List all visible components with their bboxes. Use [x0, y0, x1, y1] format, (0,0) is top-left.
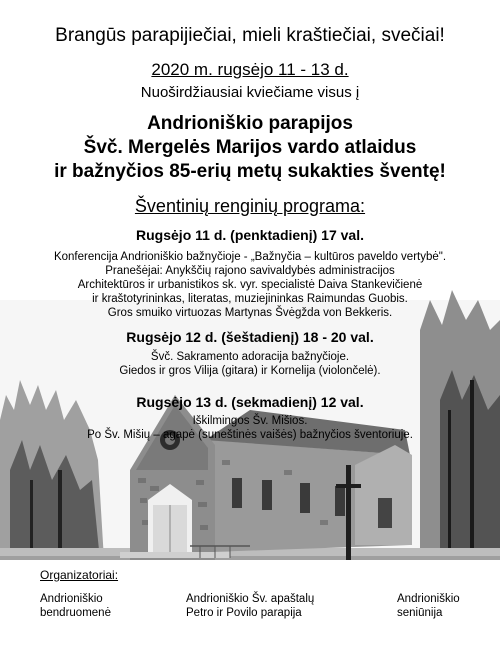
- invitation-line: Nuoširdžiausiai kviečiame visus į: [140, 84, 360, 101]
- event-title-line-3: ir bažnyčios 85-erių metų sukakties šventę!: [54, 161, 446, 182]
- day-2-line-1: Švč. Sakramento adoracija bažnyčioje.: [150, 351, 350, 363]
- day-3-line-1: Iškilmingos Šv. Mišios.: [192, 415, 308, 427]
- event-date-range: 2020 m. rugsėjo 11 - 13 d.: [151, 60, 349, 79]
- organizer-community-line-2: bendruomenė: [40, 607, 111, 619]
- day-1-line-1: Konferencija Andrioniškio bažnyčioje - „Bažnyčia – kultūros paveldo vertybė".: [53, 251, 447, 263]
- event-title-line-1: Andrioniškio parapijos: [147, 113, 353, 134]
- organizer-eldership-line-2: seniūnija: [397, 607, 443, 619]
- day-1-line-5: Gros smuiko virtuozas Martynas Švėgžda von Bekkeris.: [107, 307, 393, 319]
- organizer-eldership: [397, 592, 460, 620]
- organizer-community-line-1: Andrioniškio: [40, 593, 103, 605]
- greeting: Brangūs parapijiečiai, mieli kraštiečiai, svečiai!: [55, 25, 445, 46]
- day-1-line-4: ir kraštotyrininkas, literatas, muziejininkas Raimundas Guobis.: [92, 293, 408, 305]
- day-3-line-2: Po Šv. Mišių – agapė (suneštinės vaišės) bažnyčios šventoriuje.: [87, 429, 413, 441]
- day-1-line-2: Pranešėjai: Anykščių rajono savivaldybės administracijos: [105, 265, 395, 277]
- day-2-heading: Rugsėjo 12 d. (šeštadienį) 18 - 20 val.: [126, 329, 374, 345]
- organizer-parish-line-2: Petro ir Povilo parapija: [186, 607, 302, 619]
- event-title-line-2: Švč. Mergelės Marijos vardo atlaidus: [83, 137, 417, 158]
- organizer-parish-line-1: Andrioniškio Šv. apaštalų: [186, 593, 315, 605]
- day-1-heading: Rugsėjo 11 d. (penktadienį) 17 val.: [136, 227, 364, 243]
- day-2-line-2: Giedos ir gros Vilija (gitara) ir Kornelija (violončelė).: [119, 365, 381, 377]
- organizer-eldership-line-1: Andrioniškio: [397, 593, 460, 605]
- day-3-heading: Rugsėjo 13 d. (sekmadienį) 12 val.: [136, 394, 364, 410]
- day-1-line-3: Architektūros ir urbanistikos sk. vyr. specialistė Daiva Stankevičienė: [77, 279, 423, 291]
- organizer-parish: [186, 592, 314, 620]
- program-title: Šventinių renginių programa:: [134, 196, 366, 216]
- organizer-community: [40, 592, 111, 620]
- organizers-title: Organizatoriai:: [40, 568, 119, 582]
